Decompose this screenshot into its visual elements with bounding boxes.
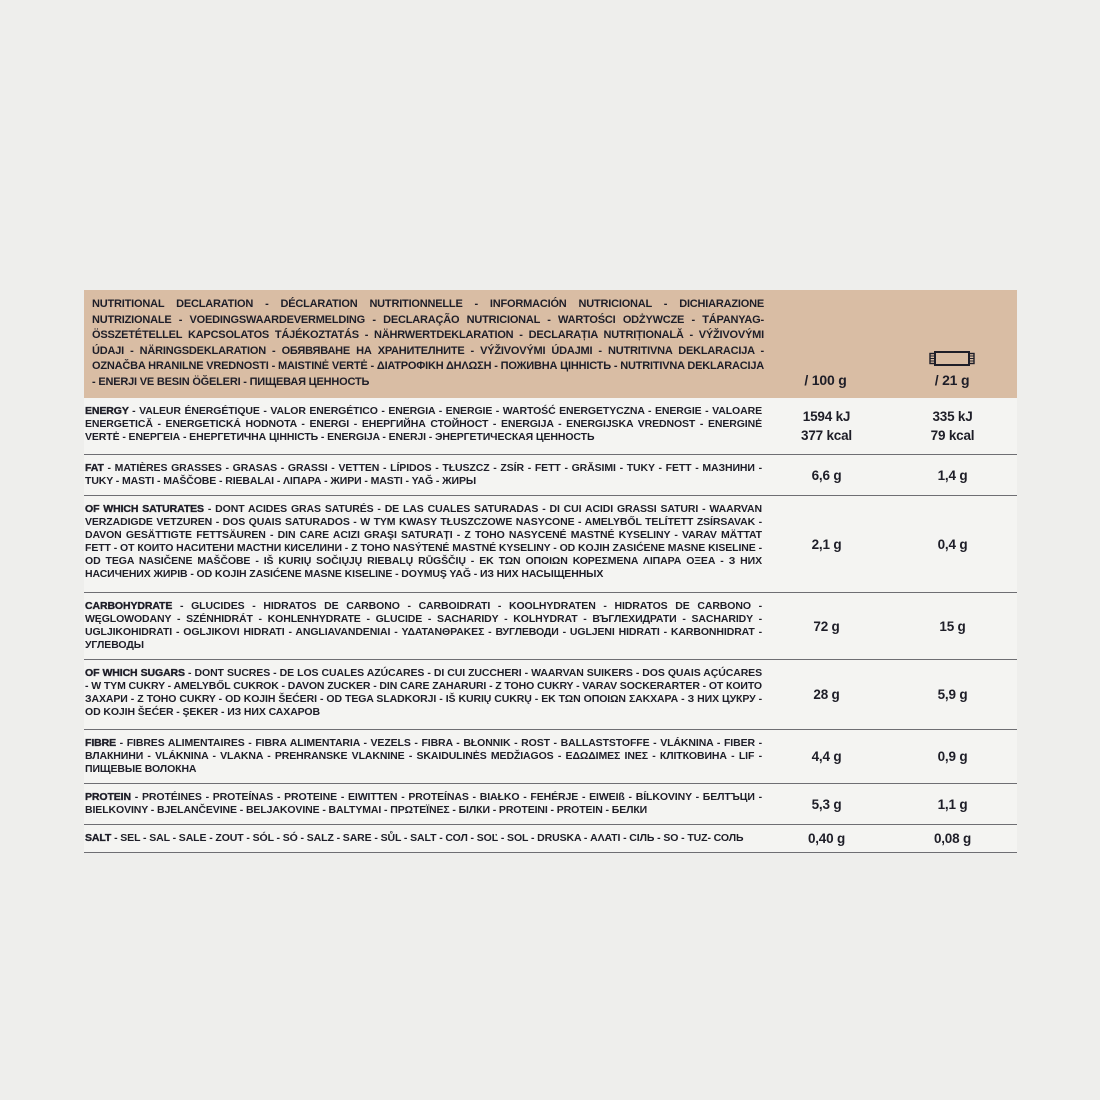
value-grams: 0,9 g (937, 749, 968, 764)
nutrient-term: OF WHICH SUGARS (85, 667, 185, 679)
row-fat (84, 455, 1017, 496)
nutrient-translations: - FIBRES ALIMENTAIRES - FIBRA ALIMENTARIA - VEZELS - FIBRA - BŁONNIK - ROST - BALLASTSTOFFE - VLÁKNINA - FIBER - ВЛАКНИНИ - VLÁKNINA - VLAKNA - PREHRANSKE VLAKNINE - SKAIDULINĖS MEDŽIAGOS - ΕΔΩΔΙΜΕΣ ΙΝΕΣ - КЛІТКОВИНА - LIF - ПИЩЕВЫЕ ВОЛОКНА (85, 737, 762, 775)
row-sugars-per100 (765, 660, 888, 729)
nutrition-header (84, 290, 1017, 398)
nutrient-translations: - SEL - SAL - SALE - ZOUT - SÓL - SÓ - SALZ - SARE - SŮL - SALT - СОЛ - SOĽ - SOL - DRUSKA - ΑΛΑΤΙ - СІЛЬ - SO - TUZ- СОЛЬ (111, 832, 744, 844)
bar-icon (929, 350, 975, 367)
row-protein-label (84, 784, 765, 824)
value-grams: 72 g (813, 618, 840, 634)
nutrient-translations: - VALEUR ÉNERGÉTIQUE - VALOR ENERGÉTICO - ENERGIA - ENERGIE - WARTOŚĆ ENERGETYCZNA - ENERGIE - VALOARE ENERGETICĂ - ENERGETICKÁ HODNOTA - ENERGI - ЕНЕРГИЙНА СТОЙНОСТ - ENERGIJA - ENERGIJSKA VREDNOST - ENERGINĖ VERTĖ - ΕΝΕΡΓΕΙΑ - ЕНЕРГЕТИЧНА ЦІННІСТЬ - ENERGIJA - ENERJI - ЭНЕРГЕТИЧЕСКАЯ ЦЕННОСТЬ (85, 405, 762, 443)
row-energy (84, 398, 1017, 455)
value-grams: 4,4 g (811, 749, 842, 764)
value-grams: 15 g (939, 618, 966, 634)
row-protein (84, 784, 1017, 825)
row-energy-label (84, 398, 765, 454)
row-saturates (84, 496, 1017, 593)
value-grams: 0,40 g (807, 831, 846, 846)
nutrient-translations: - MATIÈRES GRASSES - GRASAS - GRASSI - VETTEN - LÍPIDOS - TŁUSZCZ - ZSÍR - FETT - GRĂSIMI - TUKY - FETT - МАЗНИНИ - TUKY - MASTI - MAŠČOBE - RIEBALAI - ΛΙΠΑΡΑ - ЖИРИ - MASTI - YAĞ - ЖИРЫ (85, 462, 762, 487)
row-salt-per100 (765, 825, 888, 852)
row-sugars-label (84, 660, 765, 729)
row-fat-per21 (888, 455, 1017, 495)
row-carbohydrate-per21 (888, 593, 1017, 659)
nutrition-label (84, 290, 1017, 853)
nutrient-term: CARBOHYDRATE (85, 600, 173, 612)
value-kj: 335 kJ (932, 409, 973, 424)
row-sugars-per21 (888, 660, 1017, 729)
per-100g-column-header (764, 297, 887, 390)
row-salt-per21 (888, 825, 1017, 852)
nutrient-translations: - DONT SUCRES - DE LOS CUALES AZÚCARES - DI CUI ZUCCHERI - WAARVAN SUIKERS - DOS QUAIS AÇÚCARES - W TYM CUKRY - AMELYBŐL CUKROK - DAVON ZUCKER - DIN CARE ZAHARURI - Z TOHO CUKRY - VARAV SOCKERARTER - ОТ КОИТО ЗАХАРИ - Z TOHO CUKRY - OD KOJIH ŠEĆERI - OD TEGA SLADKORJI - IŠ KURIŲ CUKRŲ - ΕΚ ΤΩΝ ΟΠΟΙΩΝ ΣΑΚΧΑΡΑ - З НИХ ЦУКРУ - OD KOJIH ŠEĆER - ŞEKER - ИЗ НИХ САХАРОВ (85, 667, 762, 718)
row-carbohydrate (84, 593, 1017, 660)
row-salt (84, 825, 1017, 853)
row-sugars (84, 660, 1017, 730)
row-carbohydrate-label (84, 593, 765, 659)
row-fat-per100 (765, 455, 888, 495)
value-grams: 0,4 g (937, 536, 968, 552)
row-fibre-per21 (888, 730, 1017, 783)
per-serving-label: / 21 g (934, 372, 970, 388)
row-protein-per21 (888, 784, 1017, 824)
row-fat-label (84, 455, 765, 495)
row-saturates-label (84, 496, 765, 592)
value-grams: 5,3 g (811, 796, 842, 812)
value-grams: 28 g (813, 687, 840, 702)
nutrient-term: SALT (85, 832, 112, 844)
row-fibre-per100 (765, 730, 888, 783)
nutrient-translations: - DONT ACIDES GRAS SATURÉS - DE LAS CUALES SATURADAS - DI CUI ACIDI GRASSI SATURI - WAARVAN VERZADIGDE VETZUREN - DOS QUAIS SATURADOS - W TYM KWASY TŁUSZCZOWE NASYCONE - AMELYBŐL TELÍTETT ZSÍRSAVAK - DAVON GESÄTTIGTE FETTSÄUREN - DIN CARE ACIZI GRAŞI SATURAȚI - Z TOHO NASYCENÉ MASTNÉ KYSELINY - VARAV MÄTTAT FETT - ОТ КОИТО НАСИТЕНИ МАСТНИ КИСЕЛИНИ - Z TOHO NASÝTENÉ MASTNÉ KYSELINY - OD KOJIH ZASIĆENE MASNE KISELINE - OD TEGA NASIČENE MAŠČOBE - IŠ KURIŲ SOČIŲJŲ RIEBALŲ RŪGŠČIŲ - ΕΚ ΤΩΝ ΟΠΟΙΩΝ ΚΟΡΕΣΜΕΝΑ ΛΙΠΑΡΑ ΟΞΕΑ - З НИХ НАСИЧЕНИХ ЖИРІВ - OD KOJIH ZASIĆENE MASNE KISELINE - DOYMUŞ YAĞ - ИЗ НИХ НАСЫЩЕННЫХ (85, 503, 762, 580)
nutrient-term: FIBRE (85, 737, 117, 749)
value-grams: 2,1 g (811, 536, 842, 552)
row-saturates-per21 (888, 496, 1017, 592)
nutrient-term: FAT (85, 462, 104, 474)
nutrient-translations: - PROTÉINES - PROTEÍNAS - PROTEINE - EIWITTEN - PROTEÍNAS - BIAŁKO - FEHÉRJE - EIWEIß - BÍLKOVINY - БЕЛТЪЦИ - BIELKOVINY - BJELANČEVINE - BELJAKOVINE - BALTYMAI - ΠΡΩΤΕΪΝΕΣ - БІЛКИ - PROTEINI - PROTEIN - БЕЛКИ (85, 791, 762, 816)
value-kcal: 79 kcal (930, 428, 975, 443)
per-100g-label: / 100 g (804, 372, 847, 388)
value-kj: 1594 kJ (802, 409, 851, 424)
value-grams: 1,4 g (937, 467, 968, 483)
nutrient-term: OF WHICH SATURATES (85, 503, 204, 515)
nutrient-term: ENERGY (85, 405, 129, 417)
row-carbohydrate-per100 (765, 593, 888, 659)
per-serving-column-header (887, 297, 1017, 390)
nutrient-translations: - GLUCIDES - HIDRATOS DE CARBONO - CARBOIDRATI - KOOLHYDRATEN - HIDRATOS DE CARBONO - WĘGLOWODANY - SZÉNHIDRÁT - KOHLENHYDRATE - GLUCIDE - SACHARIDY - KOLHYDRAT - ВЪГЛЕХИДРАТИ - SACHARIDY - UGLJIKOHIDRATI - OGLJIKOVI HIDRATI - ANGLIAVANDENIAI - ΥΔΑΤΑΝΘΡΑΚΕΣ - ВУГЛЕВОДИ - UGLJENI HIDRATI - KARBONHIDRAT - УГЛЕВОДЫ (85, 600, 762, 651)
row-fibre (84, 730, 1017, 784)
row-saturates-per100 (765, 496, 888, 592)
nutrition-title: NUTRITIONAL DECLARATION - DÉCLARATION NUTRITIONNELLE - INFORMACIÓN NUTRICIONAL - DICHIARAZIONE NUTRIZIONALE - VOEDINGSWAARDEVERMELDING - DECLARAÇÃO NUTRICIONAL - WARTOŚCI ODŻYWCZE - TÁPANYAG-ÖSSZETÉTELLEL KAPCSOLATOS TÁJÉKOZTATÁS - NÄHRWERTDEKLARATION - DECLARAȚIA NUTRIȚIONALĂ - VÝŽIVOVÝMI ÚDAJI - NÄRINGSDEKLARATION - ОБЯВЯВАНЕ НА ХРАНИТЕЛНИТЕ - VÝŽIVOVÝMI ÚDAJMI - NUTRITIVNA DEKLARACIJA - OZNAČBA HRANILNE VREDNOSTI - MAISTINĖ VERTĖ - ΔΙΑΤΡΟΦΙΚΗ ΔΗΛΩΣΗ - ПОЖИВНА ЦІННІСТЬ - NUTRITIVNA DEKLARACIJA - ENERJI VE BESIN ÖĞELERI - ПИЩЕВАЯ ЦЕННОСТЬ (92, 298, 764, 388)
row-salt-label (84, 825, 765, 852)
row-energy-per21 (888, 398, 1017, 454)
value-grams: 0,08 g (933, 831, 972, 846)
nutrient-term: PROTEIN (85, 791, 131, 803)
value-kcal: 377 kcal (801, 428, 852, 443)
value-grams: 6,6 g (811, 467, 842, 483)
value-grams: 5,9 g (937, 687, 968, 702)
row-fibre-label (84, 730, 765, 783)
row-energy-per100 (765, 398, 888, 454)
row-protein-per100 (765, 784, 888, 824)
value-grams: 1,1 g (937, 796, 968, 812)
